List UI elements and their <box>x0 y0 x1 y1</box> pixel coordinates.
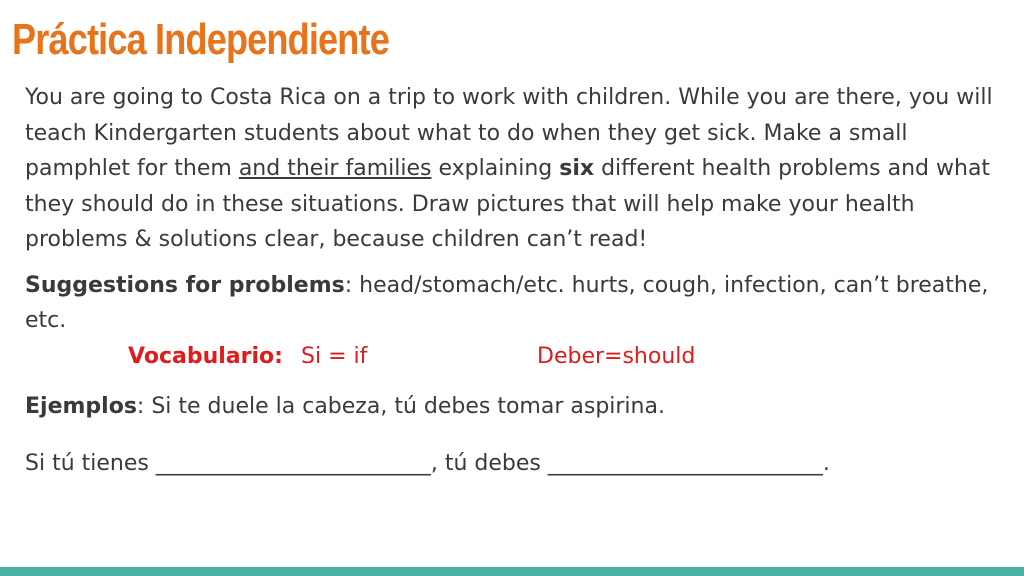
intro-underlined-text: and their families <box>238 156 432 181</box>
slide-body <box>25 80 1010 482</box>
vocabulary-item-deber: Deber=should <box>537 343 696 369</box>
vocabulary-label: Vocabulario: <box>128 343 283 369</box>
footer-bar <box>0 567 1024 576</box>
vocabulary-line <box>25 339 1010 375</box>
intro-text-2: explaining <box>431 156 560 181</box>
examples-text: : Si te duele la cabeza, tú debes tomar aspirina. <box>136 393 665 419</box>
template-sentence: Si tú tienes _________________________, tú debes _________________________. <box>25 451 830 476</box>
intro-text-1: You are going to Costa Rica on a trip to work with children. While you are there, you will teach Kindergarten students about what to do when they get sick. Make a small pamphlet for them <box>25 85 993 181</box>
suggestions-label: Suggestions for problems <box>25 272 345 298</box>
examples-label: Ejemplos <box>25 393 137 419</box>
suggestions-text: : head/stomach/etc. hurts, cough, infection, can’t breathe, etc. <box>25 272 989 333</box>
intro-paragraph <box>25 80 1010 258</box>
suggestions-paragraph <box>25 268 1010 339</box>
vocabulary-item-si: Si = if <box>301 343 368 369</box>
slide-title: Práctica Independiente <box>12 15 389 64</box>
intro-text-3: different health problems and what they should do in these situations. Draw pictures that will help make your health problems & solutions clear, because children can’t read! <box>25 156 991 252</box>
intro-bold-text: six <box>559 156 595 181</box>
examples-paragraph <box>25 389 1010 425</box>
